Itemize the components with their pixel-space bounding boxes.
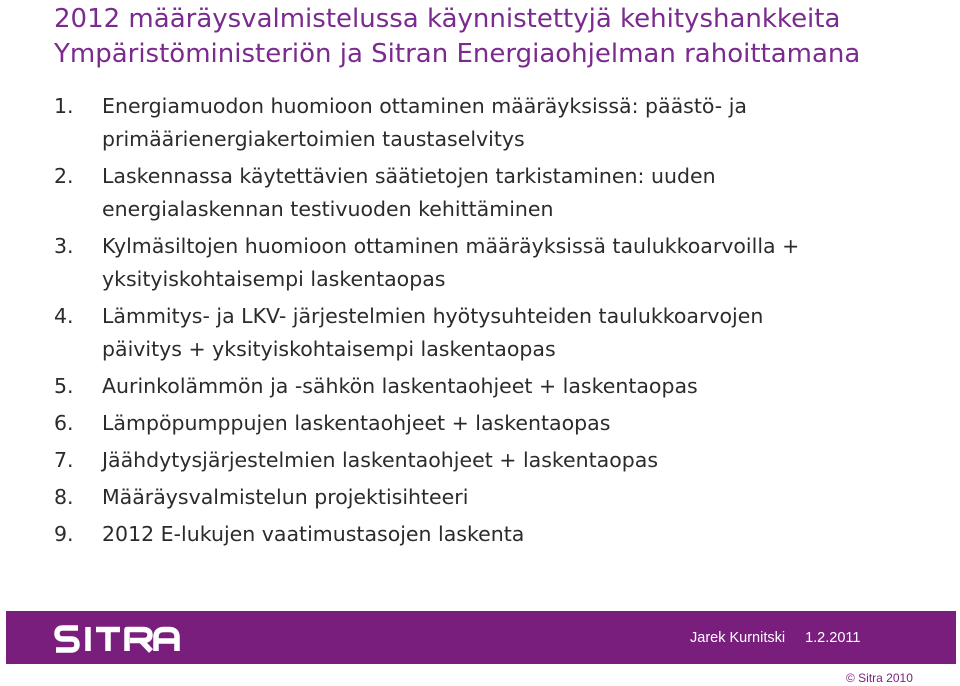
list-item-number: 6. — [54, 411, 74, 435]
list-item-text — [102, 444, 934, 477]
slide-title-line-1: 2012 määräysvalmistelussa käynnistettyjä kehityshankkeita — [54, 4, 841, 34]
list-item-line: Laskennassa käytettävien säätietojen tarkistaminen: uuden — [102, 164, 716, 188]
list-item — [54, 160, 934, 226]
list-item-text — [102, 481, 934, 514]
list-item — [54, 370, 934, 403]
list-item-text — [102, 230, 934, 296]
list-item-number: 9. — [54, 522, 74, 546]
list-item-number: 3. — [54, 234, 74, 258]
list-item-text — [102, 370, 934, 403]
list-item-line: Kylmäsiltojen huomioon ottaminen määräyksissä taulukkoarvoilla + — [102, 234, 800, 258]
list-item-line: Lämpöpumppujen laskentaohjeet + laskentaopas — [102, 411, 611, 435]
list-item-number: 5. — [54, 374, 74, 398]
list-item-line: energialaskennan testivuoden kehittäminen — [102, 197, 554, 221]
presenter-name: Jarek Kurnitski — [690, 630, 786, 646]
list-item-line: primäärienergiakertoimien taustaselvitys — [102, 127, 525, 151]
list-item — [54, 407, 934, 440]
list-item-line: Jäähdytysjärjestelmien laskentaohjeet + laskentaopas — [102, 448, 659, 472]
list-item-number: 1. — [54, 94, 74, 118]
list-item — [54, 481, 934, 514]
footer-presenter — [690, 630, 860, 646]
slide-title — [54, 2, 934, 72]
list-item — [54, 518, 934, 551]
list-item-text — [102, 518, 934, 551]
sitra-logo — [54, 621, 180, 657]
list-item-line: yksityiskohtaisempi laskentaopas — [102, 267, 446, 291]
project-list — [54, 90, 934, 555]
list-item-line: päivitys + yksityiskohtaisempi laskentaopas — [102, 337, 556, 361]
footer-bar — [6, 611, 956, 664]
list-item-line: 2012 E-lukujen vaatimustasojen laskenta — [102, 522, 525, 546]
list-item-line: Lämmitys- ja LKV- järjestelmien hyötysuhteiden taulukkoarvojen — [102, 304, 764, 328]
list-item-number: 4. — [54, 304, 74, 328]
copyright-notice: © Sitra 2010 — [846, 671, 913, 685]
list-item-text — [102, 300, 934, 366]
list-item — [54, 90, 934, 156]
list-item-text — [102, 407, 934, 440]
list-item — [54, 300, 934, 366]
list-item-line: Energiamuodon huomioon ottaminen määräyksissä: päästö- ja — [102, 94, 747, 118]
list-item-number: 7. — [54, 448, 74, 472]
list-item-text — [102, 160, 934, 226]
list-item — [54, 444, 934, 477]
list-item-number: 8. — [54, 485, 74, 509]
list-item-number: 2. — [54, 164, 74, 188]
list-item — [54, 230, 934, 296]
list-item-line: Määräysvalmistelun projektisihteeri — [102, 485, 469, 509]
list-item-text — [102, 90, 934, 156]
list-item-line: Aurinkolämmön ja -sähkön laskentaohjeet + laskentaopas — [102, 374, 698, 398]
slide-title-line-2: Ympäristöministeriön ja Sitran Energiaohjelman rahoittamana — [54, 39, 861, 69]
presentation-date: 1.2.2011 — [805, 630, 861, 646]
